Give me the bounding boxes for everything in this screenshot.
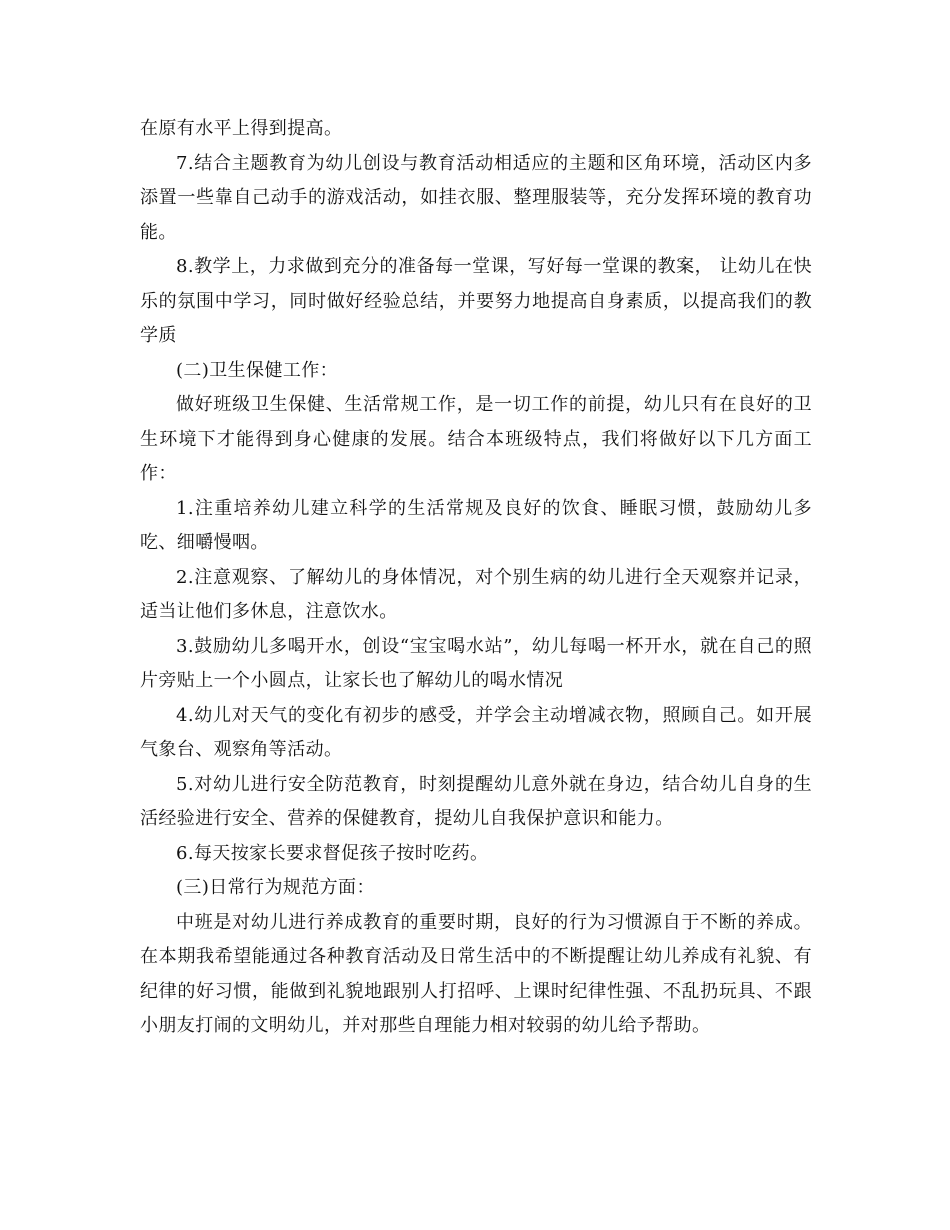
paragraph-continuation: 在原有水平上得到提高。 bbox=[140, 118, 343, 139]
paragraph-item-7: 7.结合主题教育为幼儿创设与教育活动相适应的主题和区角环境，活动区内多添置一些靠自己动手的游戏活动，如挂衣服、整理服装等，充分发挥环境的教育功能。 bbox=[140, 152, 812, 243]
paragraph-behavior-intro: 中班是对幼儿进行养成教育的重要时期，良好的行为习惯源自于不断的养成。在本期我希望能通过各种教育活动及日常生活中的不断提醒让幼儿养成有礼貌、有纪律的好习惯，能做到礼貌地跟别人打招呼、上课时纪律性强、不乱扔玩具、不跟小朋友打闹的文明幼儿，并对那些自理能力相对较弱的幼儿给予帮助。 bbox=[140, 911, 812, 1036]
paragraph-item-8: 8.教学上，力求做到充分的准备每一堂课，写好每一堂课的教案， 让幼儿在快乐的氛围中学习，同时做好经验总结，并要努力地提高自身素质，以提高我们的教学质 bbox=[140, 256, 812, 346]
paragraph-hygiene-item-6: 6.每天按家长要求督促孩子按时吃药。 bbox=[176, 842, 489, 864]
paragraph-hygiene-item-3: 3.鼓励幼儿多喝开水，创设“宝宝喝水站”，幼儿每喝一杯开水，就在自己的照片旁贴上一个小圆点，让家长也了解幼儿的喝水情况 bbox=[140, 635, 812, 691]
paragraph-hygiene-item-1: 1.注重培养幼儿建立科学的生活常规及良好的饮食、睡眠习惯，鼓励幼儿多吃、细嚼慢咽。 bbox=[140, 497, 812, 553]
document-body bbox=[140, 112, 812, 1044]
section-heading-hygiene: (二)卫生保健工作： bbox=[176, 359, 339, 381]
paragraph-hygiene-item-2: 2.注意观察、了解幼儿的身体情况，对个别生病的幼儿进行全天观察并记录，适当让他们多休息，注意饮水。 bbox=[140, 566, 812, 622]
paragraph-hygiene-item-5: 5.对幼儿进行安全防范教育，时刻提醒幼儿意外就在身边，结合幼儿自身的生活经验进行安全、营养的保健教育，提幼儿自我保护意识和能力。 bbox=[140, 773, 812, 829]
section-heading-behavior: (三)日常行为规范方面： bbox=[176, 877, 375, 898]
paragraph-hygiene-intro: 做好班级卫生保健、生活常规工作，是一切工作的前提，幼儿只有在良好的卫生环境下才能得到身心健康的发展。结合本班级特点，我们将做好以下几方面工作： bbox=[140, 394, 812, 484]
paragraph-hygiene-item-4: 4.幼儿对天气的变化有初步的感受，并学会主动增减衣物，照顾自己。如开展气象台、观察角等活动。 bbox=[140, 704, 812, 760]
